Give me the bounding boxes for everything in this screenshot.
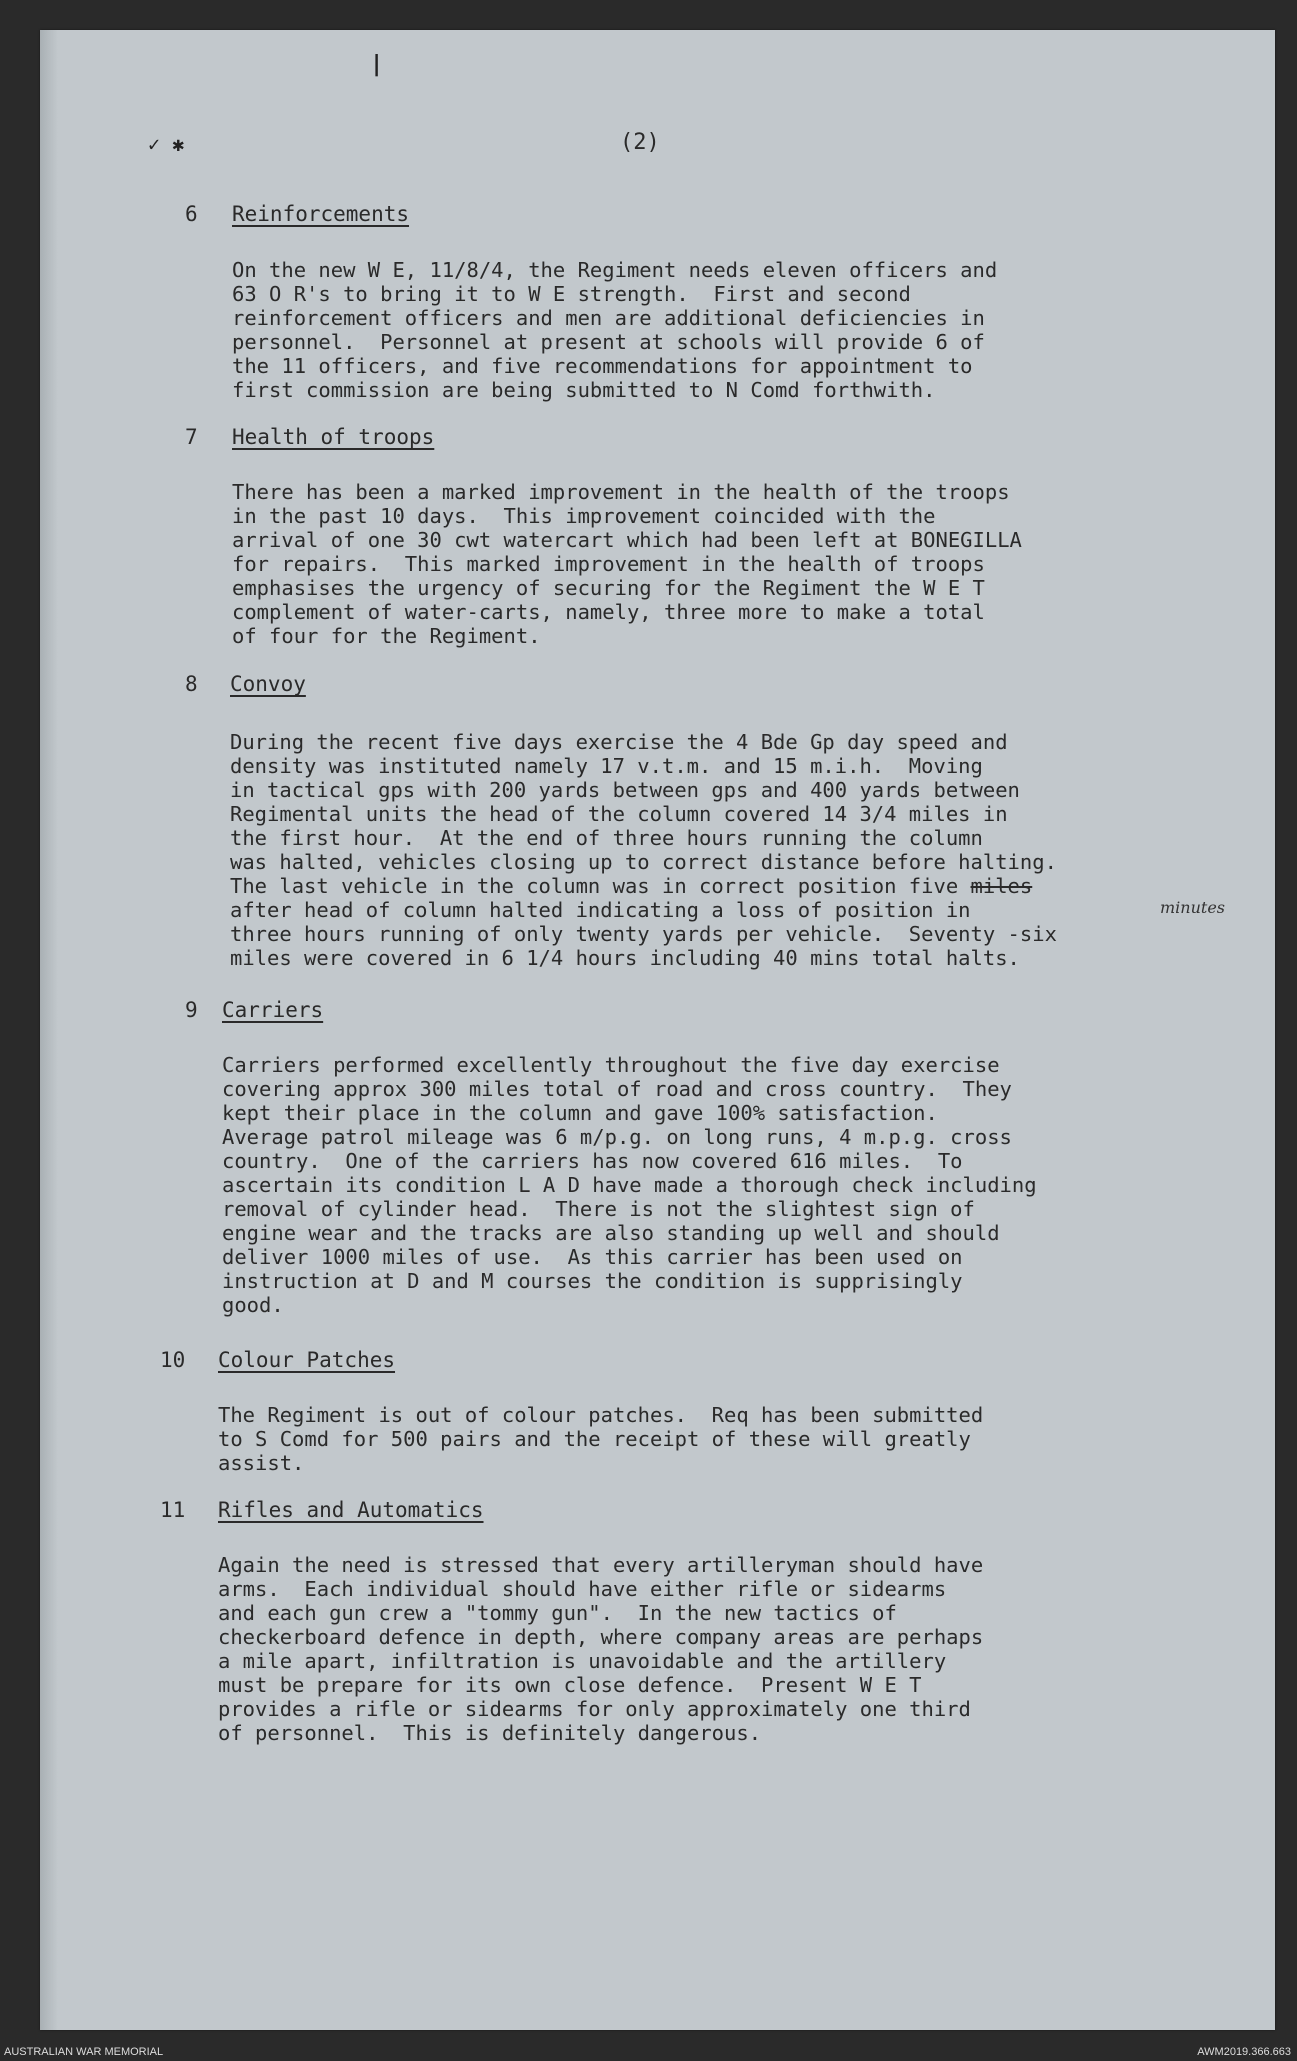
document-page: [40, 30, 1275, 2030]
page-number: (2): [620, 130, 660, 155]
section-paragraph: [232, 480, 1022, 648]
text-line: emphasises the urgency of securing for the Regiment the W E T: [232, 576, 985, 600]
text-line: There has been a marked improvement in the health of the troops: [232, 480, 1010, 504]
ink-mark: ✓ ✱: [148, 132, 185, 156]
text-line: checkerboard defence in depth, where company areas are perhaps: [218, 1625, 984, 1649]
text-line: assist.: [218, 1451, 305, 1475]
text-line: provides a rifle or sidearms for only approximately one third: [218, 1697, 971, 1721]
section-number: 6: [185, 202, 198, 226]
text-line: the 11 officers, and five recommendations for appointment to: [232, 354, 973, 378]
text-line: ascertain its condition L A D have made a thorough check including: [222, 1173, 1037, 1197]
text-line: Regimental units the head of the column covered 14 3/4 miles in: [230, 802, 1008, 826]
text-line: covering approx 300 miles total of road and cross country. They: [222, 1077, 1012, 1101]
text-line: complement of water-carts, namely, three more to make a total: [232, 600, 985, 624]
text-line: in the past 10 days. This improvement coincided with the: [232, 504, 936, 528]
text-line: personnel. Personnel at present at schools will provide 6 of: [232, 330, 985, 354]
section-heading: Carriers: [222, 998, 324, 1022]
section-paragraph: [232, 258, 997, 402]
section-number: 7: [185, 425, 198, 449]
section-number: 10: [160, 1348, 186, 1372]
text-line: of four for the Regiment.: [232, 624, 541, 648]
text-line: removal of cylinder head. There is not the slightest sign of: [222, 1197, 975, 1221]
text-line: During the recent five days exercise the 4 Bde Gp day speed and: [230, 730, 1008, 754]
text-line: instruction at D and M courses the condition is supprisingly: [222, 1269, 963, 1293]
text-line: in tactical gps with 200 yards between gps and 400 yards between: [230, 778, 1020, 802]
text-line: to S Comd for 500 pairs and the receipt of these will greatly: [218, 1427, 971, 1451]
text-line: The Regiment is out of colour patches. Req has been submitted: [218, 1403, 984, 1427]
section-paragraph: [218, 1403, 983, 1475]
section-paragraph: [230, 730, 1057, 970]
section-paragraph: [222, 1053, 1037, 1317]
section-number: 9: [185, 998, 198, 1022]
text-line: good.: [222, 1293, 284, 1317]
text-line: the first hour. At the end of three hours running the column: [230, 826, 983, 850]
section-heading: Reinforcements: [232, 202, 410, 226]
section-number: 8: [185, 672, 198, 696]
text-line-part: The last vehicle in the column was in correct position five: [230, 874, 971, 898]
text-line: of personnel. This is definitely dangerous.: [218, 1721, 762, 1745]
section-heading: Rifles and Automatics: [218, 1498, 484, 1522]
text-line: kept their place in the column and gave 100% satisfaction.: [222, 1101, 938, 1125]
text-line: after head of column halted indicating a loss of position in: [230, 898, 971, 922]
footer-institution: AUSTRALIAN WAR MEMORIAL: [4, 2046, 164, 2058]
text-line: deliver 1000 miles of use. As this carrier has been used on: [222, 1245, 963, 1269]
text-line: first commission are being submitted to N Comd forthwith.: [232, 378, 936, 402]
ink-mark: |: [370, 52, 384, 77]
text-line: arrival of one 30 cwt watercart which had been left at BONEGILLA: [232, 528, 1022, 552]
text-line: miles were covered in 6 1/4 hours including 40 mins total halts.: [230, 946, 1020, 970]
text-line: [230, 874, 1057, 898]
text-line: country. One of the carriers has now covered 616 miles. To: [222, 1149, 963, 1173]
section-number: 11: [160, 1498, 186, 1522]
section-heading: Convoy: [230, 672, 306, 696]
footer-catalogue-id: AWM2019.366.663: [1197, 2046, 1291, 2058]
section-paragraph: [218, 1553, 983, 1745]
text-line: Again the need is stressed that every artilleryman should have: [218, 1553, 984, 1577]
text-line: a mile apart, infiltration is unavoidable and the artillery: [218, 1649, 947, 1673]
text-line: must be prepare for its own close defence. Present W E T: [218, 1673, 922, 1697]
text-line: On the new W E, 11/8/4, the Regiment needs eleven officers and: [232, 258, 998, 282]
section-heading: Colour Patches: [218, 1348, 396, 1372]
text-line: was halted, vehicles closing up to correct distance before halting.: [230, 850, 1057, 874]
text-line: for repairs. This marked improvement in the health of troops: [232, 552, 985, 576]
struck-word: miles: [970, 874, 1033, 898]
text-line: density was instituted namely 17 v.t.m. and 15 m.i.h. Moving: [230, 754, 983, 778]
text-line: engine wear and the tracks are also standing up well and should: [222, 1221, 1000, 1245]
text-line: reinforcement officers and men are additional deficiencies in: [232, 306, 985, 330]
section-heading: Health of troops: [232, 425, 435, 449]
text-line: three hours running of only twenty yards per vehicle. Seventy -six: [230, 922, 1057, 946]
handwritten-correction: minutes: [1160, 898, 1226, 917]
text-line: Carriers performed excellently throughout the five day exercise: [222, 1053, 1000, 1077]
text-line: and each gun crew a "tommy gun". In the new tactics of: [218, 1601, 897, 1625]
text-line: Average patrol mileage was 6 m/p.g. on long runs, 4 m.p.g. cross: [222, 1125, 1012, 1149]
text-line: 63 O R's to bring it to W E strength. First and second: [232, 282, 911, 306]
text-line: arms. Each individual should have either rifle or sidearms: [218, 1577, 947, 1601]
